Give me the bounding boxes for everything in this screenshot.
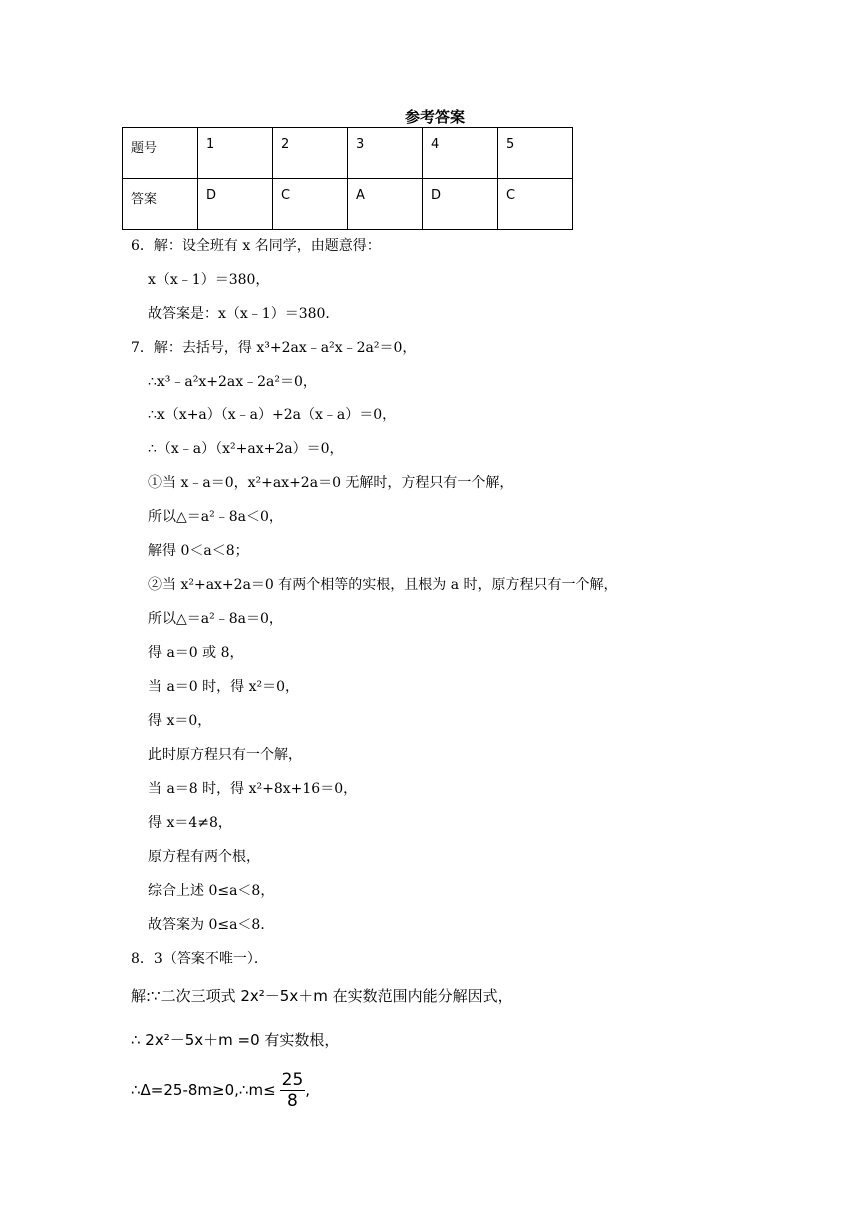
solution-line: x（x﹣1）＝380， bbox=[148, 272, 270, 288]
solution-line: 当 a＝0 时，得 x²＝0， bbox=[148, 679, 300, 695]
solution-line: ∴x（x+a）（x﹣a）+2a（x﹣a）＝0， bbox=[148, 407, 397, 423]
table-cell: D bbox=[423, 179, 498, 230]
fraction-numerator: 25 bbox=[281, 1070, 304, 1090]
table-cell: 答案 bbox=[123, 179, 198, 230]
solution-line: ②当 x²+ax+2a＝0 有两个相等的实根，且根为 a 时，原方程只有一个解， bbox=[148, 577, 618, 593]
table-row bbox=[123, 179, 573, 230]
solution-line: 所以△＝a²﹣8a＜0， bbox=[148, 509, 283, 525]
table-row bbox=[123, 128, 573, 179]
solution-line: 此时原方程只有一个解， bbox=[148, 747, 302, 763]
solution-line: 原方程有两个根， bbox=[148, 849, 260, 865]
page-title: 参考答案 bbox=[404, 108, 465, 126]
solution-line: ∴ 2x²－5x＋m =0 有实数根， bbox=[131, 1031, 340, 1049]
table-cell: 5 bbox=[498, 128, 573, 179]
solution-line: 故答案是：x（x﹣1）＝380． bbox=[148, 306, 340, 322]
fraction bbox=[280, 1070, 306, 1111]
table-cell: 3 bbox=[348, 128, 423, 179]
solution-line: 8．3（答案不唯一）． bbox=[131, 951, 268, 967]
fraction-denominator: 8 bbox=[287, 1091, 298, 1111]
solution-line: 得 x＝0， bbox=[148, 713, 212, 729]
solution-line: 所以△＝a²﹣8a＝0， bbox=[148, 611, 283, 627]
solution-line: 故答案为 0≤a＜8． bbox=[148, 917, 275, 933]
solution-line: 解得 0＜a＜8； bbox=[148, 543, 249, 559]
answer-table bbox=[122, 127, 573, 230]
solution-line: 得 x＝4≠8， bbox=[148, 815, 232, 831]
table-cell: 2 bbox=[273, 128, 348, 179]
solution-line-fraction bbox=[131, 1070, 310, 1111]
solution-line: 解:∵二次三项式 2x²－5x＋m 在实数范围内能分解因式， bbox=[131, 987, 513, 1005]
table-cell: C bbox=[498, 179, 573, 230]
solution-line: 得 a＝0 或 8， bbox=[148, 645, 244, 661]
solution-line: 6．解：设全班有 x 名同学，由题意得： bbox=[131, 238, 381, 254]
table-cell: 1 bbox=[198, 128, 273, 179]
solution-line-text: ∴Δ=25-8m≥0,∴m≤ bbox=[131, 1081, 276, 1099]
solution-line: 综合上述 0≤a＜8， bbox=[148, 883, 275, 899]
table-cell: A bbox=[348, 179, 423, 230]
table-cell: D bbox=[198, 179, 273, 230]
table-cell: 题号 bbox=[123, 128, 198, 179]
solution-line: 当 a＝8 时，得 x²+8x+16＝0， bbox=[148, 781, 358, 797]
solution-line: ∴x³﹣a²x+2ax﹣2a²＝0， bbox=[148, 374, 317, 390]
solution-line: ∴（x﹣a）（x²+ax+2a）＝0， bbox=[148, 441, 344, 457]
table-cell: 4 bbox=[423, 128, 498, 179]
fraction-trailing: , bbox=[305, 1081, 311, 1099]
solution-line: 7．解：去括号，得 x³+2ax﹣a²x﹣2a²＝0， bbox=[131, 340, 417, 356]
solution-line: ①当 x﹣a＝0，x²+ax+2a＝0 无解时，方程只有一个解， bbox=[148, 475, 514, 491]
table-cell: C bbox=[273, 179, 348, 230]
